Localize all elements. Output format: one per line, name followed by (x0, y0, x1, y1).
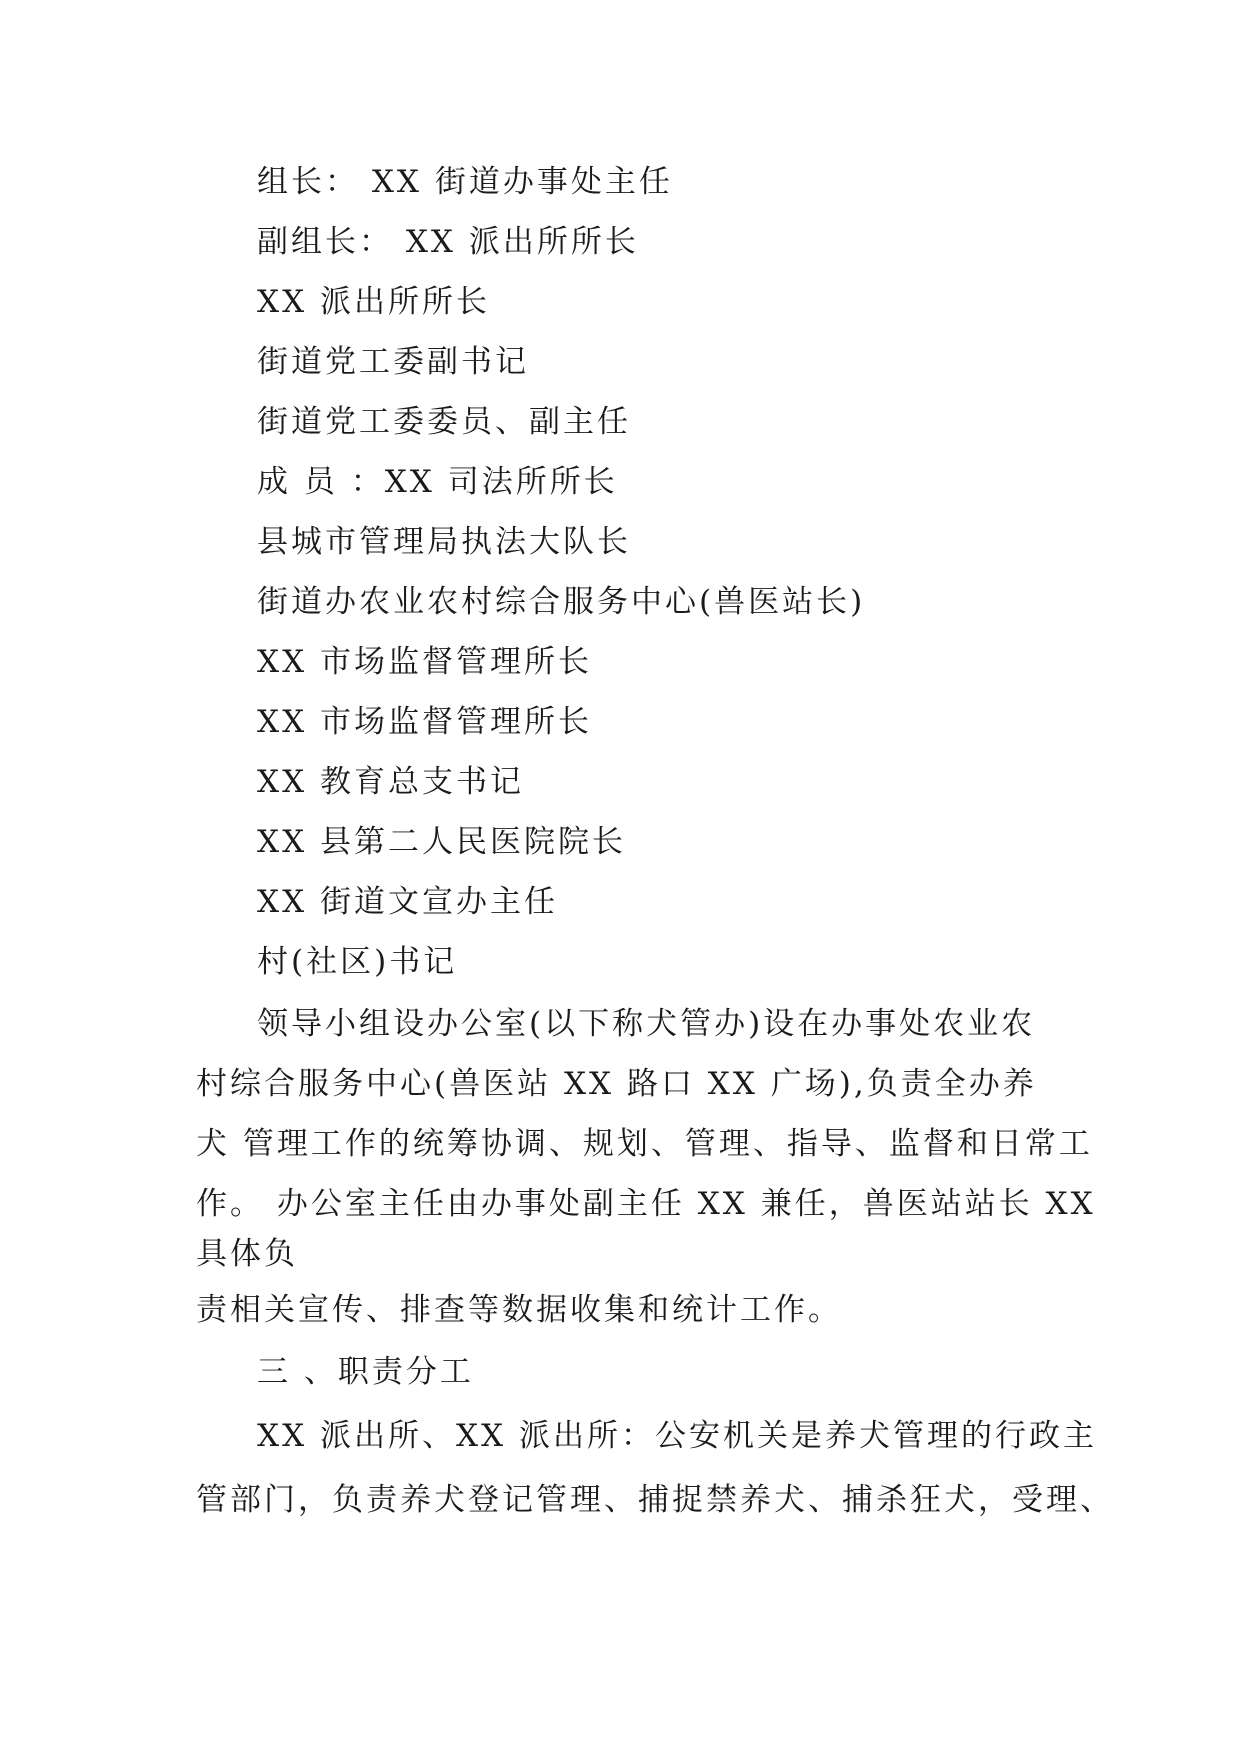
member-line: XX 教育总支书记 (257, 764, 524, 800)
member-line: XX 市场监督管理所长 (257, 644, 592, 680)
member-line: XX 市场监督管理所长 (257, 704, 592, 740)
paragraph-line: 村综合服务中心(兽医站 XX 路口 XX 广场),负责全办养 (196, 1066, 1037, 1102)
paragraph-line: 具体负 (196, 1236, 298, 1272)
member-line: 成 员 ：XX 司法所所长 (257, 464, 618, 500)
paragraph-line: XX 派出所、XX 派出所：公安机关是养犬管理的行政主 (257, 1418, 1097, 1454)
member-line: 组长： XX 街道办事处主任 (257, 164, 673, 200)
member-line: 副组长： XX 派出所所长 (257, 224, 639, 260)
member-line: 街道办农业农村综合服务中心(兽医站长) (257, 584, 866, 620)
paragraph-line: 犬 管理工作的统筹协调、规划、管理、指导、监督和日常工 (196, 1126, 1093, 1162)
member-line: XX 派出所所长 (257, 284, 490, 320)
paragraph-line: 责相关宣传、排查等数据收集和统计工作。 (196, 1292, 842, 1328)
member-line: 街道党工委委员、副主任 (257, 404, 631, 440)
section-heading: 三 、职责分工 (257, 1354, 474, 1390)
member-line: 县城市管理局执法大队长 (257, 524, 631, 560)
paragraph-line: 领导小组设办公室(以下称犬管办)设在办事处农业农 (257, 1006, 1036, 1042)
paragraph-line: 作。 办公室主任由办事处副主任 XX 兼任，兽医站站长 XX (196, 1186, 1096, 1222)
member-line: 村(社区)书记 (257, 944, 458, 980)
paragraph-line: 管部门，负责养犬登记管理、捕捉禁养犬、捕杀狂犬，受理、 (196, 1482, 1114, 1518)
member-line: XX 县第二人民医院院长 (257, 824, 626, 860)
member-line: 街道党工委副书记 (257, 344, 529, 380)
member-line: XX 街道文宣办主任 (257, 884, 558, 920)
